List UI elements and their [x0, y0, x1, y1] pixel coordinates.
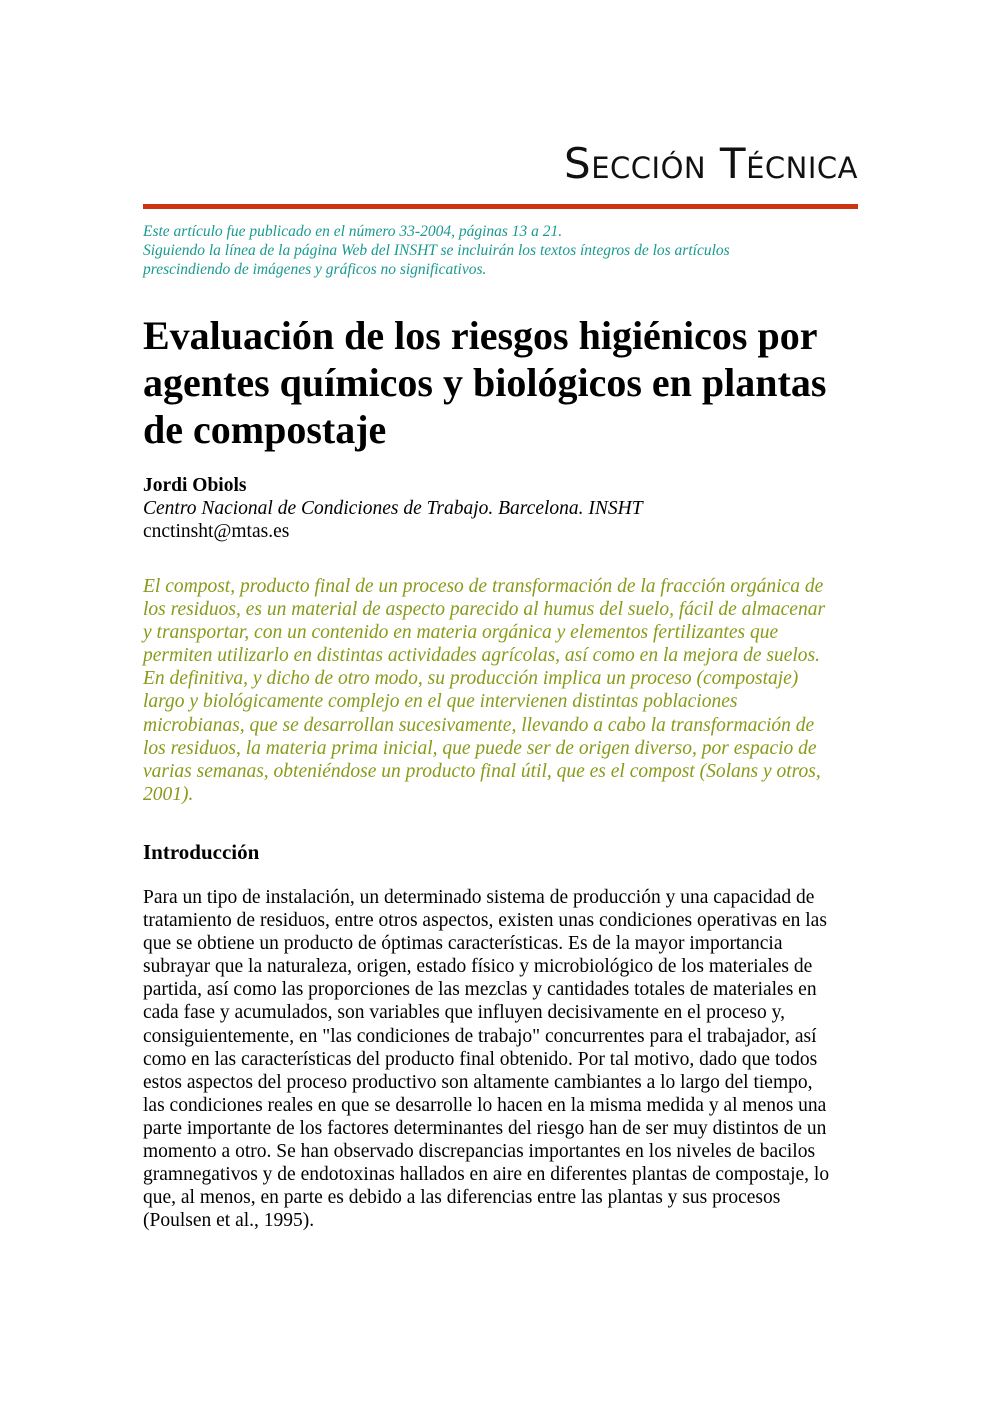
abstract	[143, 575, 863, 806]
publication-note	[143, 222, 858, 279]
body-line: parte importante de los factores determinantes del riesgo han de ser muy distintos de un	[143, 1117, 827, 1139]
header-rule	[143, 204, 858, 209]
body-line: consiguientemente, en "las condiciones de trabajo" concurrentes para el trabajador, así	[143, 1025, 817, 1047]
body-line: que, al menos, en parte es debido a las diferencias entre las plantas y sus procesos	[143, 1187, 781, 1209]
body-line: subrayar que la naturaleza, origen, estado físico y microbiológico de los materiales de	[143, 956, 813, 978]
body-line: que se obtiene un producto de óptimas características. Es de la mayor importancia	[143, 933, 783, 955]
publication-note-line: prescindiendo de imágenes y gráficos no significativos.	[143, 261, 487, 278]
abstract-line: y transportar, con un contenido en materia orgánica y elementos fertilizantes que	[143, 622, 779, 644]
body-line: las condiciones reales en que se desarrolle lo hacen en la misma medida y al menos una	[143, 1094, 827, 1116]
title-line: agentes químicos y biológicos en plantas	[143, 360, 827, 405]
body-line: estos aspectos del proceso productivo son altamente cambiantes a lo largo del tiempo,	[143, 1071, 813, 1093]
abstract-line: permiten utilizarlo en distintas actividades agrícolas, así como en la mejora de suelos.	[143, 645, 821, 667]
author-email[interactable]: cnctinsht@mtas.es	[143, 521, 290, 542]
body-line: gramnegativos y de endotoxinas hallados en aire en diferentes plantas de compostaje, lo	[143, 1164, 830, 1186]
section-header: Sección Técnica	[564, 139, 858, 188]
body-line: Para un tipo de instalación, un determinado sistema de producción y una capacidad de	[143, 887, 815, 908]
abstract-line: los residuos, es un material de aspecto parecido al humus del suelo, fácil de almacenar	[143, 599, 826, 621]
body-line: tratamiento de residuos, entre otros aspectos, existen unas condiciones operativas en las	[143, 910, 827, 932]
author-block	[143, 474, 858, 543]
publication-note-line: Siguiendo la línea de la página Web del INSHT se incluirán los textos íntegros de los artículos	[143, 242, 730, 259]
abstract-line: El compost, producto final de un proceso de transformación de la fracción orgánica de	[143, 576, 824, 597]
article-title	[143, 312, 863, 453]
introduction-paragraph	[143, 886, 863, 1232]
author-affiliation: Centro Nacional de Condiciones de Trabajo. Barcelona. INSHT	[143, 498, 643, 519]
author-name: Jordi Obiols	[143, 475, 247, 496]
abstract-line: microbianas, que se desarrollan sucesivamente, llevando a cabo la transformación de	[143, 714, 815, 736]
publication-note-line: Este artículo fue publicado en el número 33-2004, páginas 13 a 21.	[143, 223, 563, 240]
title-line: Evaluación de los riesgos higiénicos por	[143, 313, 818, 358]
body-line: cada fase y acumulados, son variables que influyen decisivamente en el proceso y,	[143, 1002, 785, 1024]
title-line: de compostaje	[143, 407, 387, 452]
body-line: momento a otro. Se han observado discrepancias importantes en los niveles de bacilos	[143, 1141, 816, 1163]
body-line: como en las características del producto final obtenido. Por tal motivo, dado que todos	[143, 1048, 818, 1070]
abstract-line: varias semanas, obteniéndose un producto final útil, que es el compost (Solans y otros,	[143, 760, 821, 782]
body-line: (Poulsen et al., 1995).	[143, 1210, 315, 1232]
section-heading-introduccion: Introducción	[143, 840, 260, 864]
abstract-line: largo y biológicamente complejo en el que intervienen distintas poblaciones	[143, 691, 738, 713]
abstract-line: los residuos, la materia prima inicial, que puede ser de origen diverso, por espacio de	[143, 737, 817, 759]
abstract-line: 2001).	[143, 783, 194, 805]
body-line: partida, así como las proporciones de las mezclas y cantidades totales de materiales en	[143, 979, 817, 1001]
abstract-line: En definitiva, y dicho de otro modo, su producción implica un proceso (compostaje)	[143, 668, 799, 690]
